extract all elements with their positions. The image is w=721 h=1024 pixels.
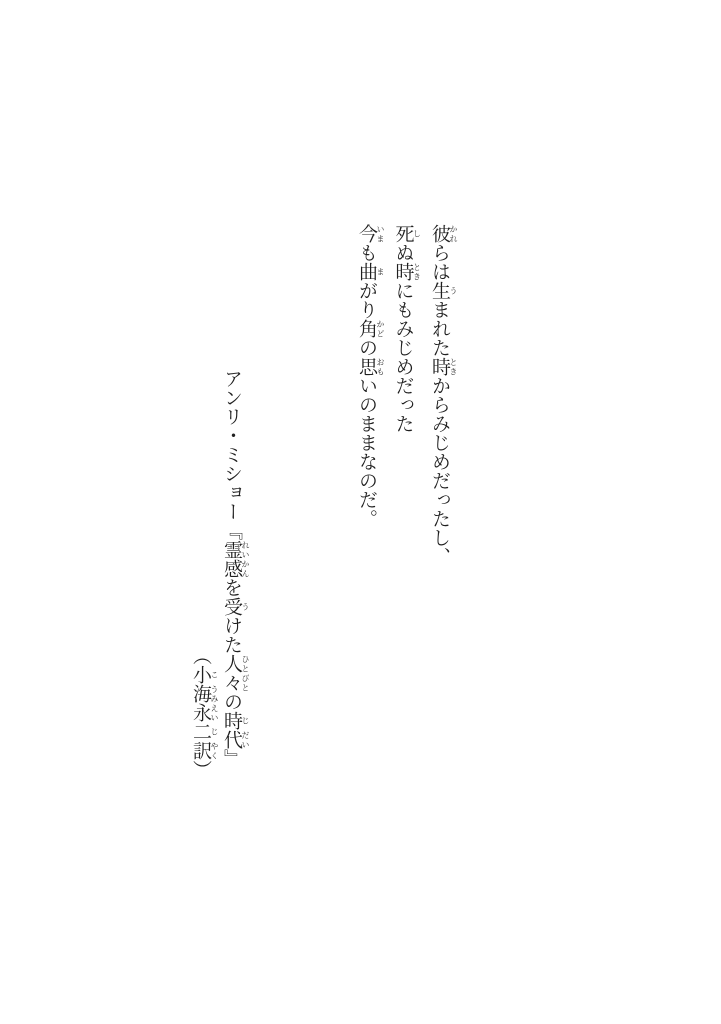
text-run: がり bbox=[356, 281, 377, 319]
ruby-annotated-text: 霊 れい bbox=[221, 540, 250, 559]
ruby-annotated-text: 小 こ bbox=[190, 665, 219, 684]
attribution-translator bbox=[185, 646, 219, 788]
text-run: を bbox=[221, 578, 242, 597]
furigana: う bbox=[449, 281, 458, 300]
quote-line-1 bbox=[421, 224, 458, 576]
furigana: とき bbox=[449, 357, 458, 376]
text-run: まれた bbox=[429, 300, 450, 357]
ruby-annotated-text: 時 とき bbox=[392, 262, 422, 281]
text-run: からみじめだったし、 bbox=[429, 376, 450, 566]
text-run: も bbox=[356, 243, 377, 262]
ruby-annotated-text: 時 じ bbox=[221, 711, 250, 730]
furigana: おも bbox=[376, 357, 385, 376]
text-run: 』 bbox=[221, 749, 242, 768]
furigana: いま bbox=[376, 224, 385, 243]
ruby-annotated-text: 思 おも bbox=[356, 357, 385, 376]
furigana: かど bbox=[376, 319, 385, 338]
text-run: いのままなのだ。 bbox=[356, 376, 377, 528]
ruby-annotated-text: 角 かど bbox=[356, 319, 385, 338]
ruby-annotated-text: 感 かん bbox=[221, 559, 250, 578]
furigana: れい bbox=[241, 540, 250, 559]
furigana: し bbox=[412, 224, 422, 243]
text-run: （ bbox=[190, 646, 211, 665]
furigana: かん bbox=[241, 559, 250, 578]
furigana: えい bbox=[210, 703, 219, 722]
text-run: 『 bbox=[221, 521, 242, 540]
quote-line-2 bbox=[385, 224, 422, 576]
ruby-annotated-text: 受 う bbox=[221, 597, 250, 616]
furigana: ま bbox=[376, 262, 385, 281]
furigana: う bbox=[241, 597, 250, 616]
furigana: とき bbox=[412, 262, 422, 281]
text-run: ） bbox=[190, 760, 211, 779]
furigana: こ bbox=[210, 665, 219, 684]
ruby-annotated-text: 彼 かれ bbox=[429, 224, 458, 243]
attribution-author-title bbox=[216, 369, 250, 781]
ruby-annotated-text: 人々 ひとびと bbox=[221, 654, 250, 692]
ruby-annotated-text: 時 とき bbox=[429, 357, 458, 376]
ruby-annotated-text: 訳 やく bbox=[190, 741, 219, 760]
furigana: ひとびと bbox=[241, 654, 250, 692]
furigana: だい bbox=[241, 730, 250, 749]
text-run: の bbox=[356, 338, 377, 357]
furigana: かれ bbox=[449, 224, 458, 243]
furigana: じ bbox=[241, 711, 250, 730]
text-run: にもみじめだった bbox=[392, 281, 414, 433]
ruby-annotated-text: 代 だい bbox=[221, 730, 250, 749]
text-run: らは bbox=[429, 243, 450, 281]
ruby-annotated-text: 曲 ま bbox=[356, 262, 385, 281]
furigana: じ bbox=[210, 722, 219, 741]
ruby-annotated-text: 死 し bbox=[392, 224, 422, 243]
ruby-annotated-text: 永 えい bbox=[190, 703, 219, 722]
text-run: アンリ・ミショー bbox=[221, 369, 242, 521]
quote-line-3 bbox=[348, 224, 385, 576]
ruby-annotated-text: 生 う bbox=[429, 281, 458, 300]
furigana: うみ bbox=[210, 684, 219, 703]
ruby-annotated-text: 海 うみ bbox=[190, 684, 219, 703]
furigana: やく bbox=[210, 741, 219, 760]
text-run: の bbox=[221, 692, 242, 711]
ruby-annotated-text: 今 いま bbox=[356, 224, 385, 243]
ruby-annotated-text: 二 じ bbox=[190, 722, 219, 741]
text-run: けた bbox=[221, 616, 242, 654]
quote-block bbox=[348, 224, 458, 576]
text-run: ぬ bbox=[392, 243, 414, 262]
